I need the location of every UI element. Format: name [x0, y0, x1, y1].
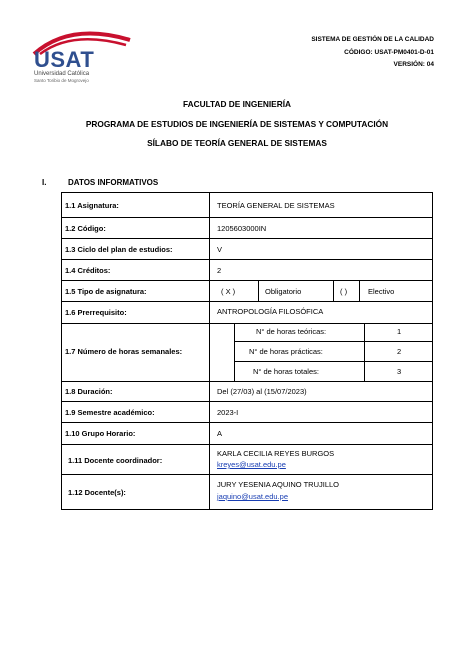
tipo-label: 1.5 Tipo de asignatura:	[65, 287, 147, 296]
creditos-value: 2	[217, 266, 222, 275]
program-title: PROGRAMA DE ESTUDIOS DE INGENIERÍA DE SISTEMAS Y COMPUTACIÓN	[85, 119, 389, 129]
document-code: CÓDIGO: USAT-PM0401-D-01	[344, 48, 434, 56]
docente-name: JURY YESENIA AQUINO TRUJILLO	[217, 480, 339, 489]
section-title: DATOS INFORMATIVOS	[68, 178, 159, 187]
document-info	[311, 34, 434, 72]
asignatura-label: 1.1 Asignatura:	[65, 201, 119, 210]
obligatorio-option: Obligatorio	[265, 287, 302, 296]
horas-practicas-value: 2	[397, 347, 402, 356]
faculty-title: FACULTAD DE INGENIERÍA	[182, 99, 291, 109]
coordinador-name: KARLA CECILIA REYES BURGOS	[217, 449, 335, 458]
horas-totales-label: N° de horas totales:	[253, 367, 319, 376]
grupo-label: 1.10 Grupo Horario:	[65, 429, 136, 438]
codigo-label: 1.2 Código:	[65, 224, 106, 233]
section-heading	[42, 178, 158, 187]
coordinador-label: 1.11 Docente coordinador:	[68, 456, 163, 465]
section-number: I.	[42, 178, 47, 187]
ciclo-label: 1.3 Ciclo del plan de estudios:	[65, 245, 173, 254]
duracion-label: 1.8 Duración:	[65, 387, 113, 396]
asignatura-value: TEORÍA GENERAL DE SISTEMAS	[217, 201, 335, 210]
codigo-value: 1205603000IN	[217, 224, 267, 233]
electivo-option: Electivo	[368, 287, 395, 296]
info-table	[61, 192, 433, 510]
horas-teoricas-value: 1	[397, 327, 402, 336]
docente-email-link[interactable]: jaquino@usat.edu.pe	[217, 492, 289, 501]
logo-line-2: Santo Toribio de Mogrovejo	[34, 78, 89, 83]
quality-system-text: SISTEMA DE GESTIÓN DE LA CALIDAD	[311, 36, 434, 43]
syllabus-title: SÍLABO DE TEORÍA GENERAL DE SISTEMAS	[147, 138, 327, 148]
logo-wordmark: USAT	[34, 47, 95, 72]
horas-totales-value: 3	[397, 367, 402, 376]
obligatorio-mark: ( X )	[221, 287, 236, 296]
horas-practicas-label: N° de horas prácticas:	[249, 347, 323, 356]
horas-label: 1.7 Número de horas semanales:	[65, 347, 183, 356]
logo-line-1: Universidad Católica	[34, 71, 90, 77]
semestre-label: 1.9 Semestre académico:	[65, 408, 155, 417]
prerrequisito-value: ANTROPOLOGÍA FILOSÓFICA	[217, 307, 324, 316]
grupo-value: A	[217, 429, 223, 438]
usat-logo	[30, 26, 140, 86]
duracion-value: Del (27/03) al (15/07/2023)	[217, 387, 307, 396]
document-version: VERSIÓN: 04	[393, 61, 434, 68]
prerrequisito-label: 1.6 Prerrequisito:	[65, 308, 127, 317]
ciclo-value: V	[217, 245, 223, 254]
horas-teoricas-label: N° de horas teóricas:	[256, 327, 327, 336]
semestre-value: 2023-I	[217, 408, 239, 417]
electivo-mark: ( )	[340, 287, 348, 296]
coordinador-email-link[interactable]: kreyes@usat.edu.pe	[217, 460, 286, 469]
docentes-label: 1.12 Docente(s):	[68, 488, 126, 497]
creditos-label: 1.4 Créditos:	[65, 266, 111, 275]
